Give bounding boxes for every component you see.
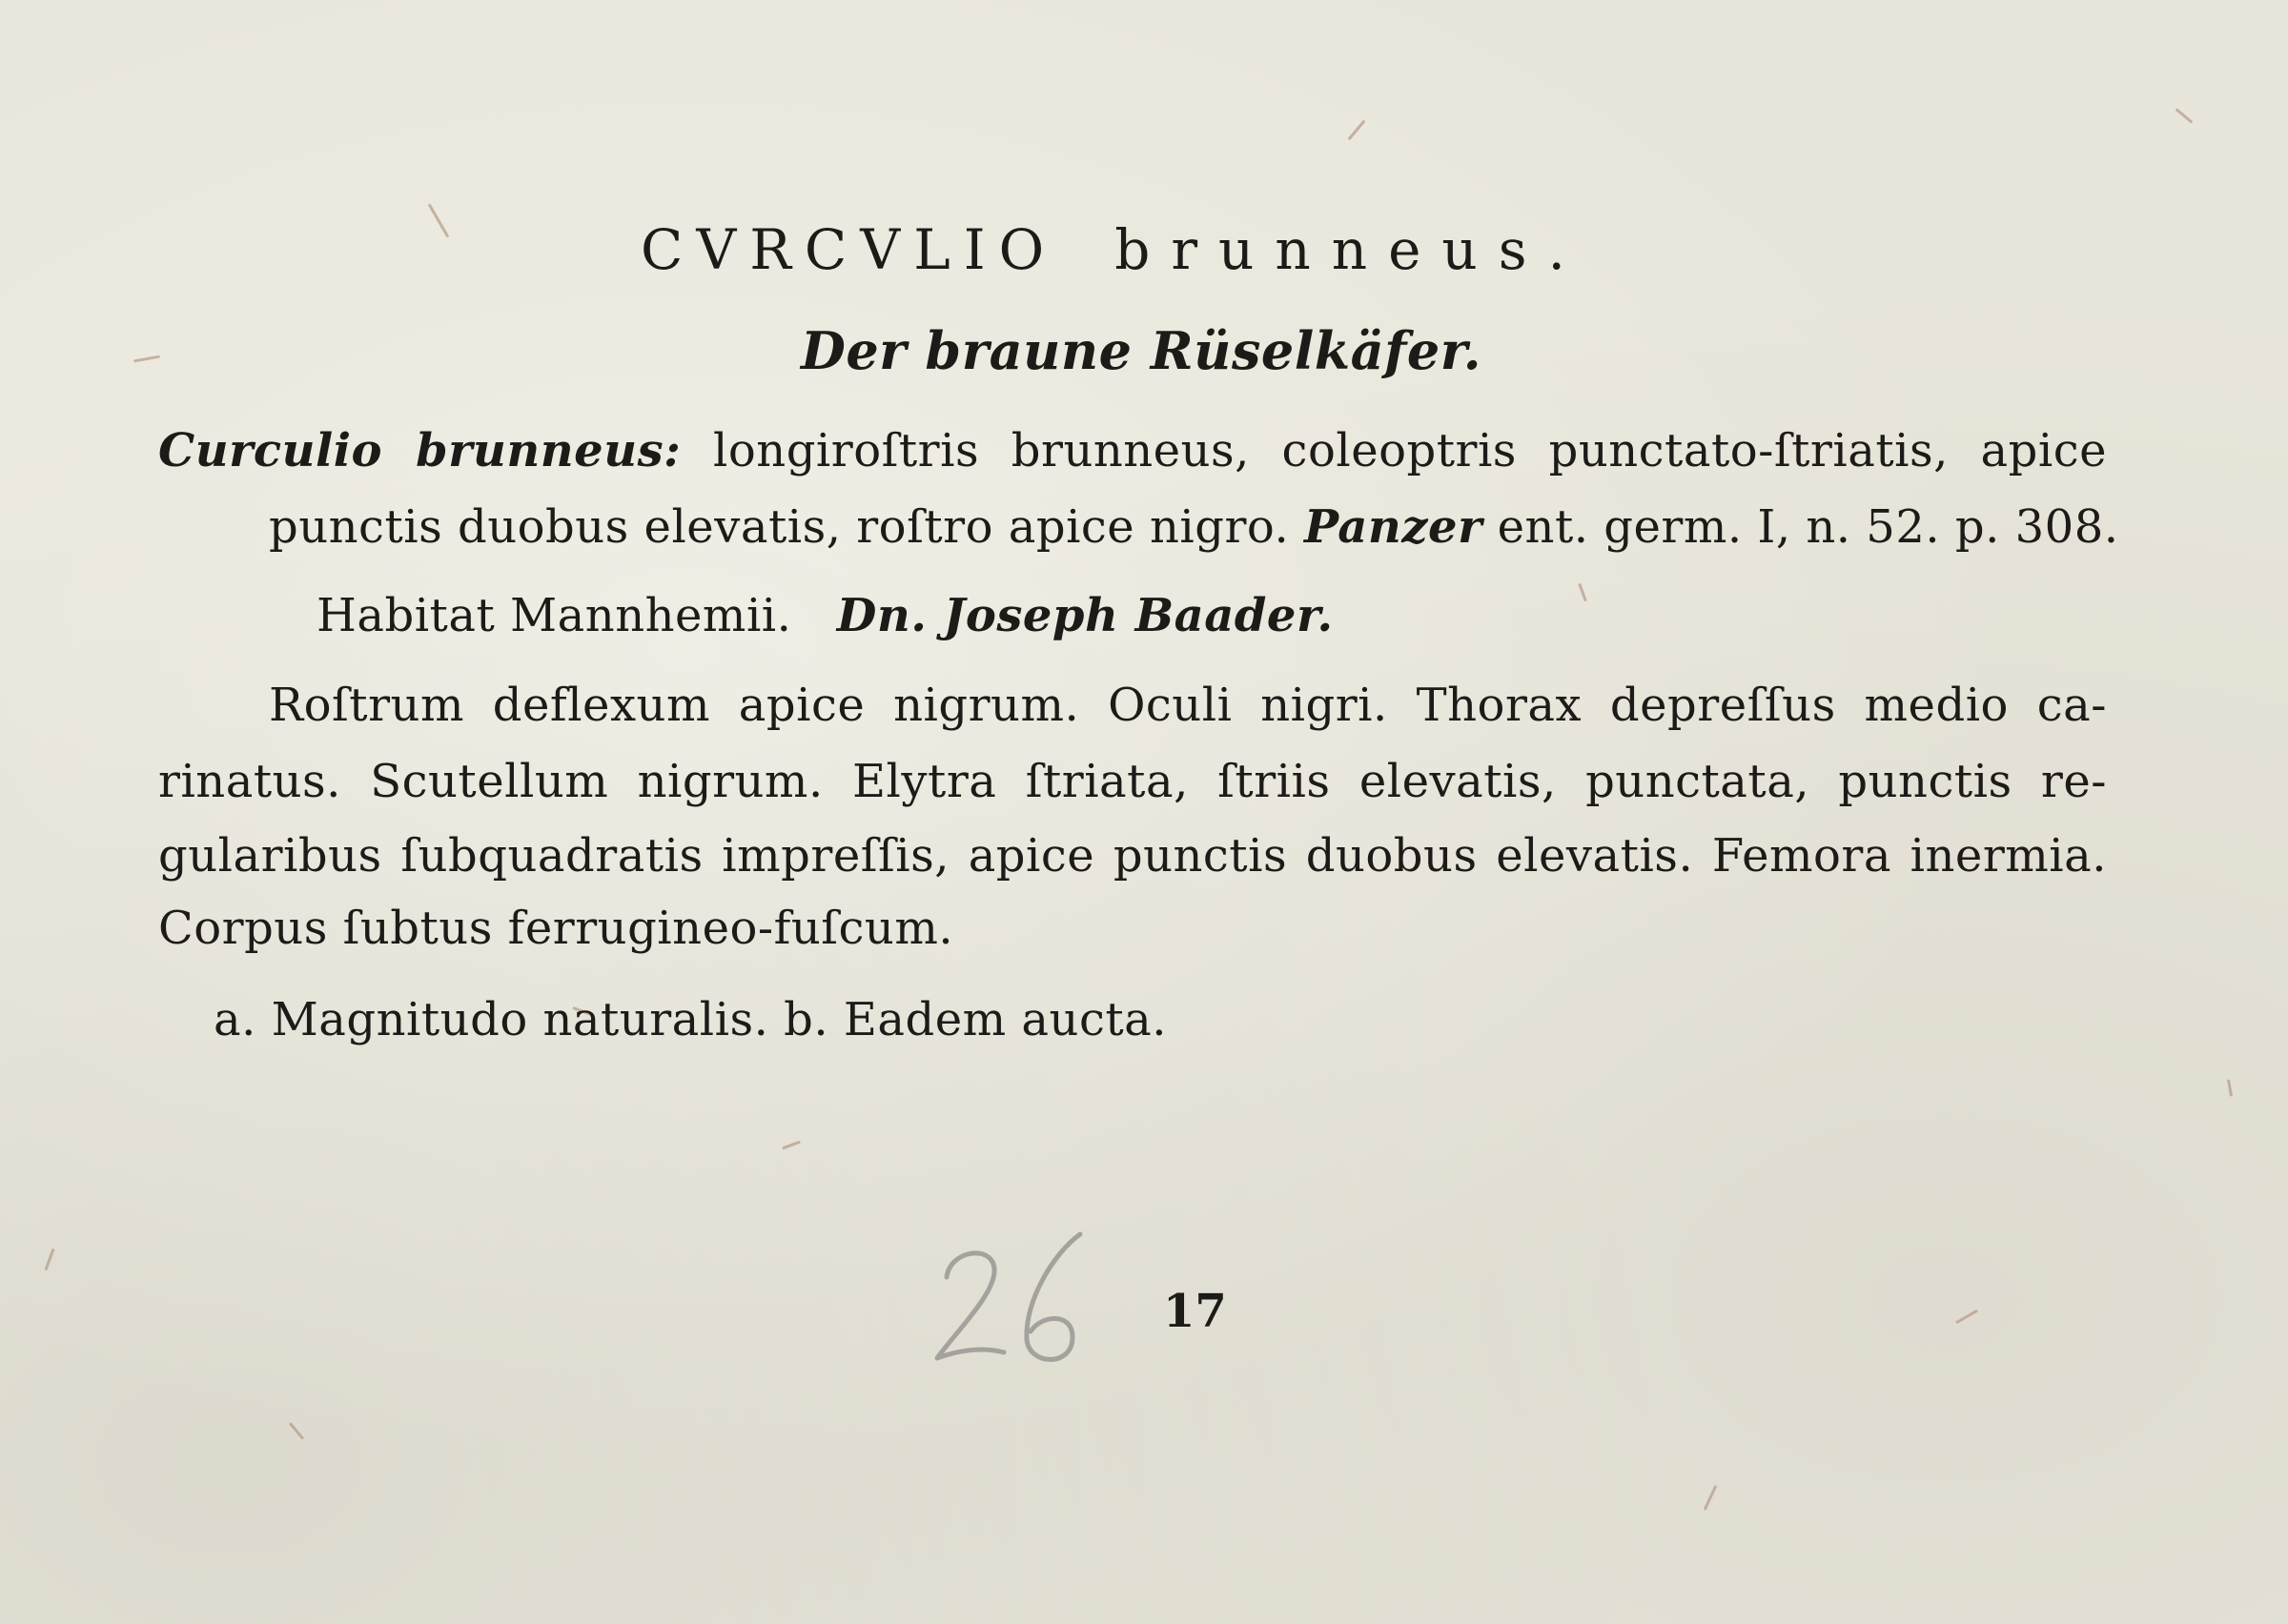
pencil-annotation: [930, 1225, 1092, 1377]
reference-text: ent. germ. I, n. 52. p. 308.: [1497, 500, 2119, 554]
habitat-line: [317, 587, 1334, 644]
diagnosis-text-2: punctis duobus elevatis, roſtro apice nigro.: [269, 500, 1290, 554]
description-line-3: gularibus ſubquadratis impreſſis, apice punctis duobus elevatis. Femora inermia.: [158, 829, 2107, 883]
species-name: Curculio brunneus:: [158, 424, 682, 477]
title-genus: CVRCVLIO: [641, 217, 1058, 282]
title-species: brunneus.: [1114, 217, 1586, 282]
diagnosis-line-1: [158, 422, 2107, 479]
page-subtitle: Der braune Rüselkäfer.: [801, 320, 1482, 381]
description-line-4: Corpus ſubtus ferrugineo-fuſcum.: [158, 902, 954, 955]
page-title: [641, 217, 1623, 282]
habitat-text: Habitat Mannhemii.: [317, 589, 792, 642]
diagnosis-text-1: longiroſtris brunneus, coleoptris punctato-ſtriatis, apice: [713, 424, 2108, 477]
description-line-1: Roſtrum deflexum apice nigrum. Oculi nigri. Thorax depreſſus medio ca-: [269, 679, 2107, 732]
author-name: Panzer: [1303, 500, 1482, 554]
page-number: 17: [1163, 1285, 1227, 1338]
figure-note: a. Magnitudo naturalis. b. Eadem aucta.: [214, 993, 1168, 1046]
collector-name: Dn. Joseph Baader.: [836, 589, 1334, 642]
diagnosis-line-2: [269, 498, 2119, 556]
description-line-2: rinatus. Scutellum nigrum. Elytra ſtriata, ſtriis elevatis, punctata, punctis re-: [158, 755, 2107, 808]
